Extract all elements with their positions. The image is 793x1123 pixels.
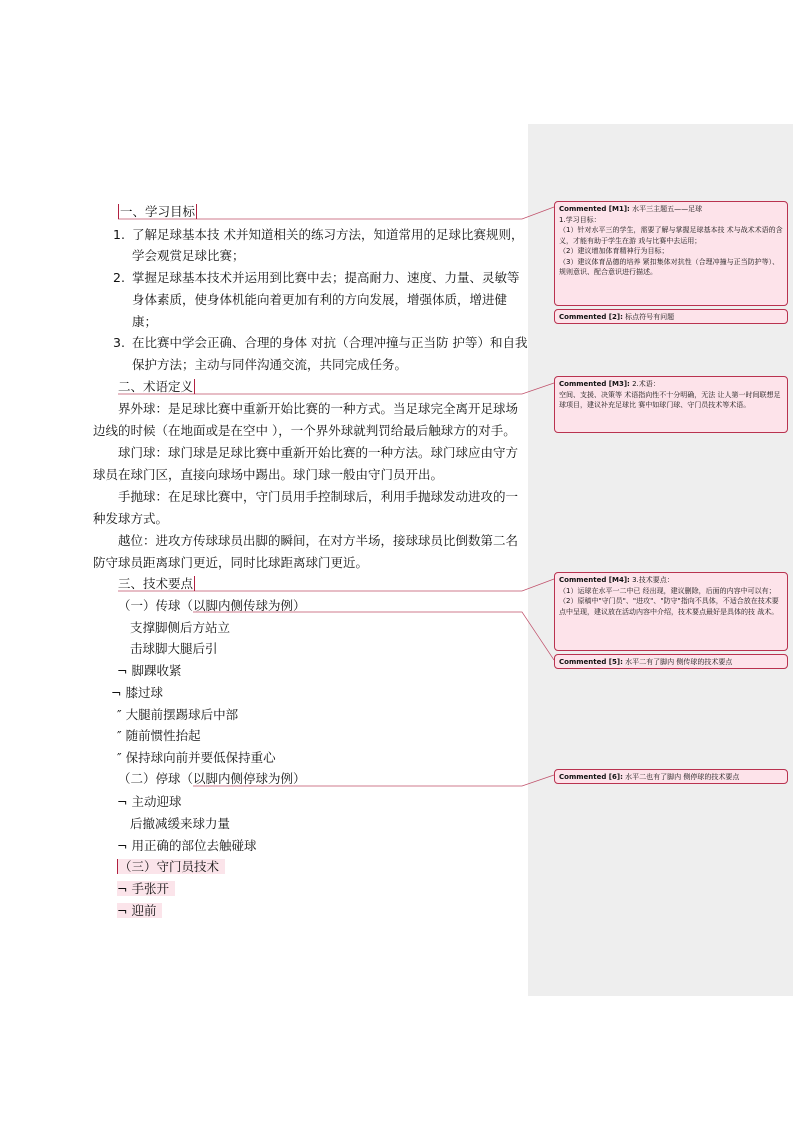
list-item-text: 掌握足球基本技术并运用到比赛中去；提高耐力、速度、力量、灵敏等 xyxy=(132,270,520,285)
skill-item: 支撑脚侧后方站立 xyxy=(130,620,231,635)
list-number: 1. xyxy=(113,227,125,242)
paragraph-line: 越位：进攻方传球球员出脚的瞬间，在对方半场，接球球员比倒数第二名 xyxy=(118,533,519,548)
skill-item: ¬ 用正确的部位去触碰球 xyxy=(117,838,257,853)
subheading-stopping: （二）停球（以脚内侧停球为例） xyxy=(118,771,306,786)
skill-item: ¬ 迎前 xyxy=(117,903,162,919)
comment-balloon[interactable]: Commented [M3]: 2.术语： 空间、支援、决策等 术语指向性不十分明确，无法 让人第一时间联想足球项目，建议补充足球比 赛中如球门球、守门员技术等术语。 xyxy=(554,376,788,433)
skill-item: ¬ 膝过球 xyxy=(111,685,163,700)
paragraph-line: 球门球：球门球是足球比赛中重新开始比赛的一种方法。球门球应由守方 xyxy=(118,445,519,460)
list-item-text: 学会观赏足球比赛； xyxy=(132,248,245,263)
skill-item: ″ 随前惯性抬起 xyxy=(117,728,201,743)
list-item-text: 了解足球基本技 术并知道相关的练习方法，知道常用的足球比赛规则， xyxy=(132,227,524,242)
paragraph-line: 界外球：是足球比赛中重新开始比赛的一种方式。当足球完全离开足球场 xyxy=(118,401,519,416)
list-item-text: 在比赛中学会正确、合理的身体 对抗（合理冲撞与正当防 护等）和自我 xyxy=(132,335,528,350)
list-item-text: 身体素质，使身体机能向着更加有利的方向发展，增强体质，增进健 xyxy=(132,292,508,307)
skill-item: ¬ 主动迎球 xyxy=(117,794,182,809)
comment-balloon[interactable]: Commented [M1]: 水平三主题五——足球 1.学习目标： （1）针对水平三的学生，需要了解与掌握足球基本技 术与战术术语的含义，才能有助于学生在游 戏与比赛中去运用； （2）建议增加体育精神行为目标； （3）建议体育品德的培养 紧扣集体对抗性（合理冲撞与正当防护等）、规则意识、配合意识进行描述。 xyxy=(554,201,788,306)
skill-item: ″ 保持球向前并要低保持重心 xyxy=(117,750,276,765)
list-item-text: 保护方法；主动与同伴沟通交流，共同完成任务。 xyxy=(132,357,408,372)
skill-item: ¬ 脚踝收紧 xyxy=(117,663,182,678)
subheading-goalkeeper: （三）守门员技术 xyxy=(117,859,225,875)
paragraph-line: 球员在球门区，直接向球场中踢出。球门球一般由守门员开出。 xyxy=(93,467,444,482)
comment-balloon[interactable]: Commented [5]: 水平二有了脚内 侧传球的技术要点 xyxy=(554,654,788,669)
comment-balloon[interactable]: Commented [2]: 标点符号有问题 xyxy=(554,309,788,324)
skill-item: ¬ 手张开 xyxy=(117,881,175,897)
skill-item: 击球脚大腿后引 xyxy=(130,641,218,656)
section-heading-terms: 二、术语定义 xyxy=(118,379,194,394)
section-heading-skills: 三、技术要点 xyxy=(118,576,194,591)
paragraph-line: 防守球员距离球门更近，同时比球距离球门更近。 xyxy=(93,555,369,570)
list-number: 3. xyxy=(113,335,125,350)
list-number: 2. xyxy=(113,270,125,285)
list-item-text: 康； xyxy=(132,314,158,329)
comment-balloon[interactable]: Commented [6]: 水平二也有了脚内 侧停球的技术要点 xyxy=(554,769,788,784)
paragraph-line: 手抛球：在足球比赛中，守门员用手控制球后，利用手抛球发动进攻的一 xyxy=(118,489,519,504)
skill-item: 后撤减缓来球力量 xyxy=(130,816,231,831)
paragraph-line: 种发球方式。 xyxy=(93,511,169,526)
comment-balloon[interactable]: Commented [M4]: 3.技术要点： （1）运球在水平一二中已 经出现，建议删除，后面的内容中可以有； （2）原稿中"守门员"、"进攻"、"防守"指向不具体，不适合放在技术要点中呈现，建议放在活动内容中介绍，技术要点最好是具体的技 战术。 xyxy=(554,572,788,651)
paragraph-line: 边线的时候（在地面或是在空中 ），一个界外球就判罚给最后触球方的对手。 xyxy=(93,423,516,438)
section-heading-objectives: 一、学习目标 xyxy=(120,204,196,219)
skill-item: ″ 大腿前摆踢球后中部 xyxy=(117,707,239,722)
subheading-passing: （一）传球（以脚内侧传球为例） xyxy=(118,598,306,613)
